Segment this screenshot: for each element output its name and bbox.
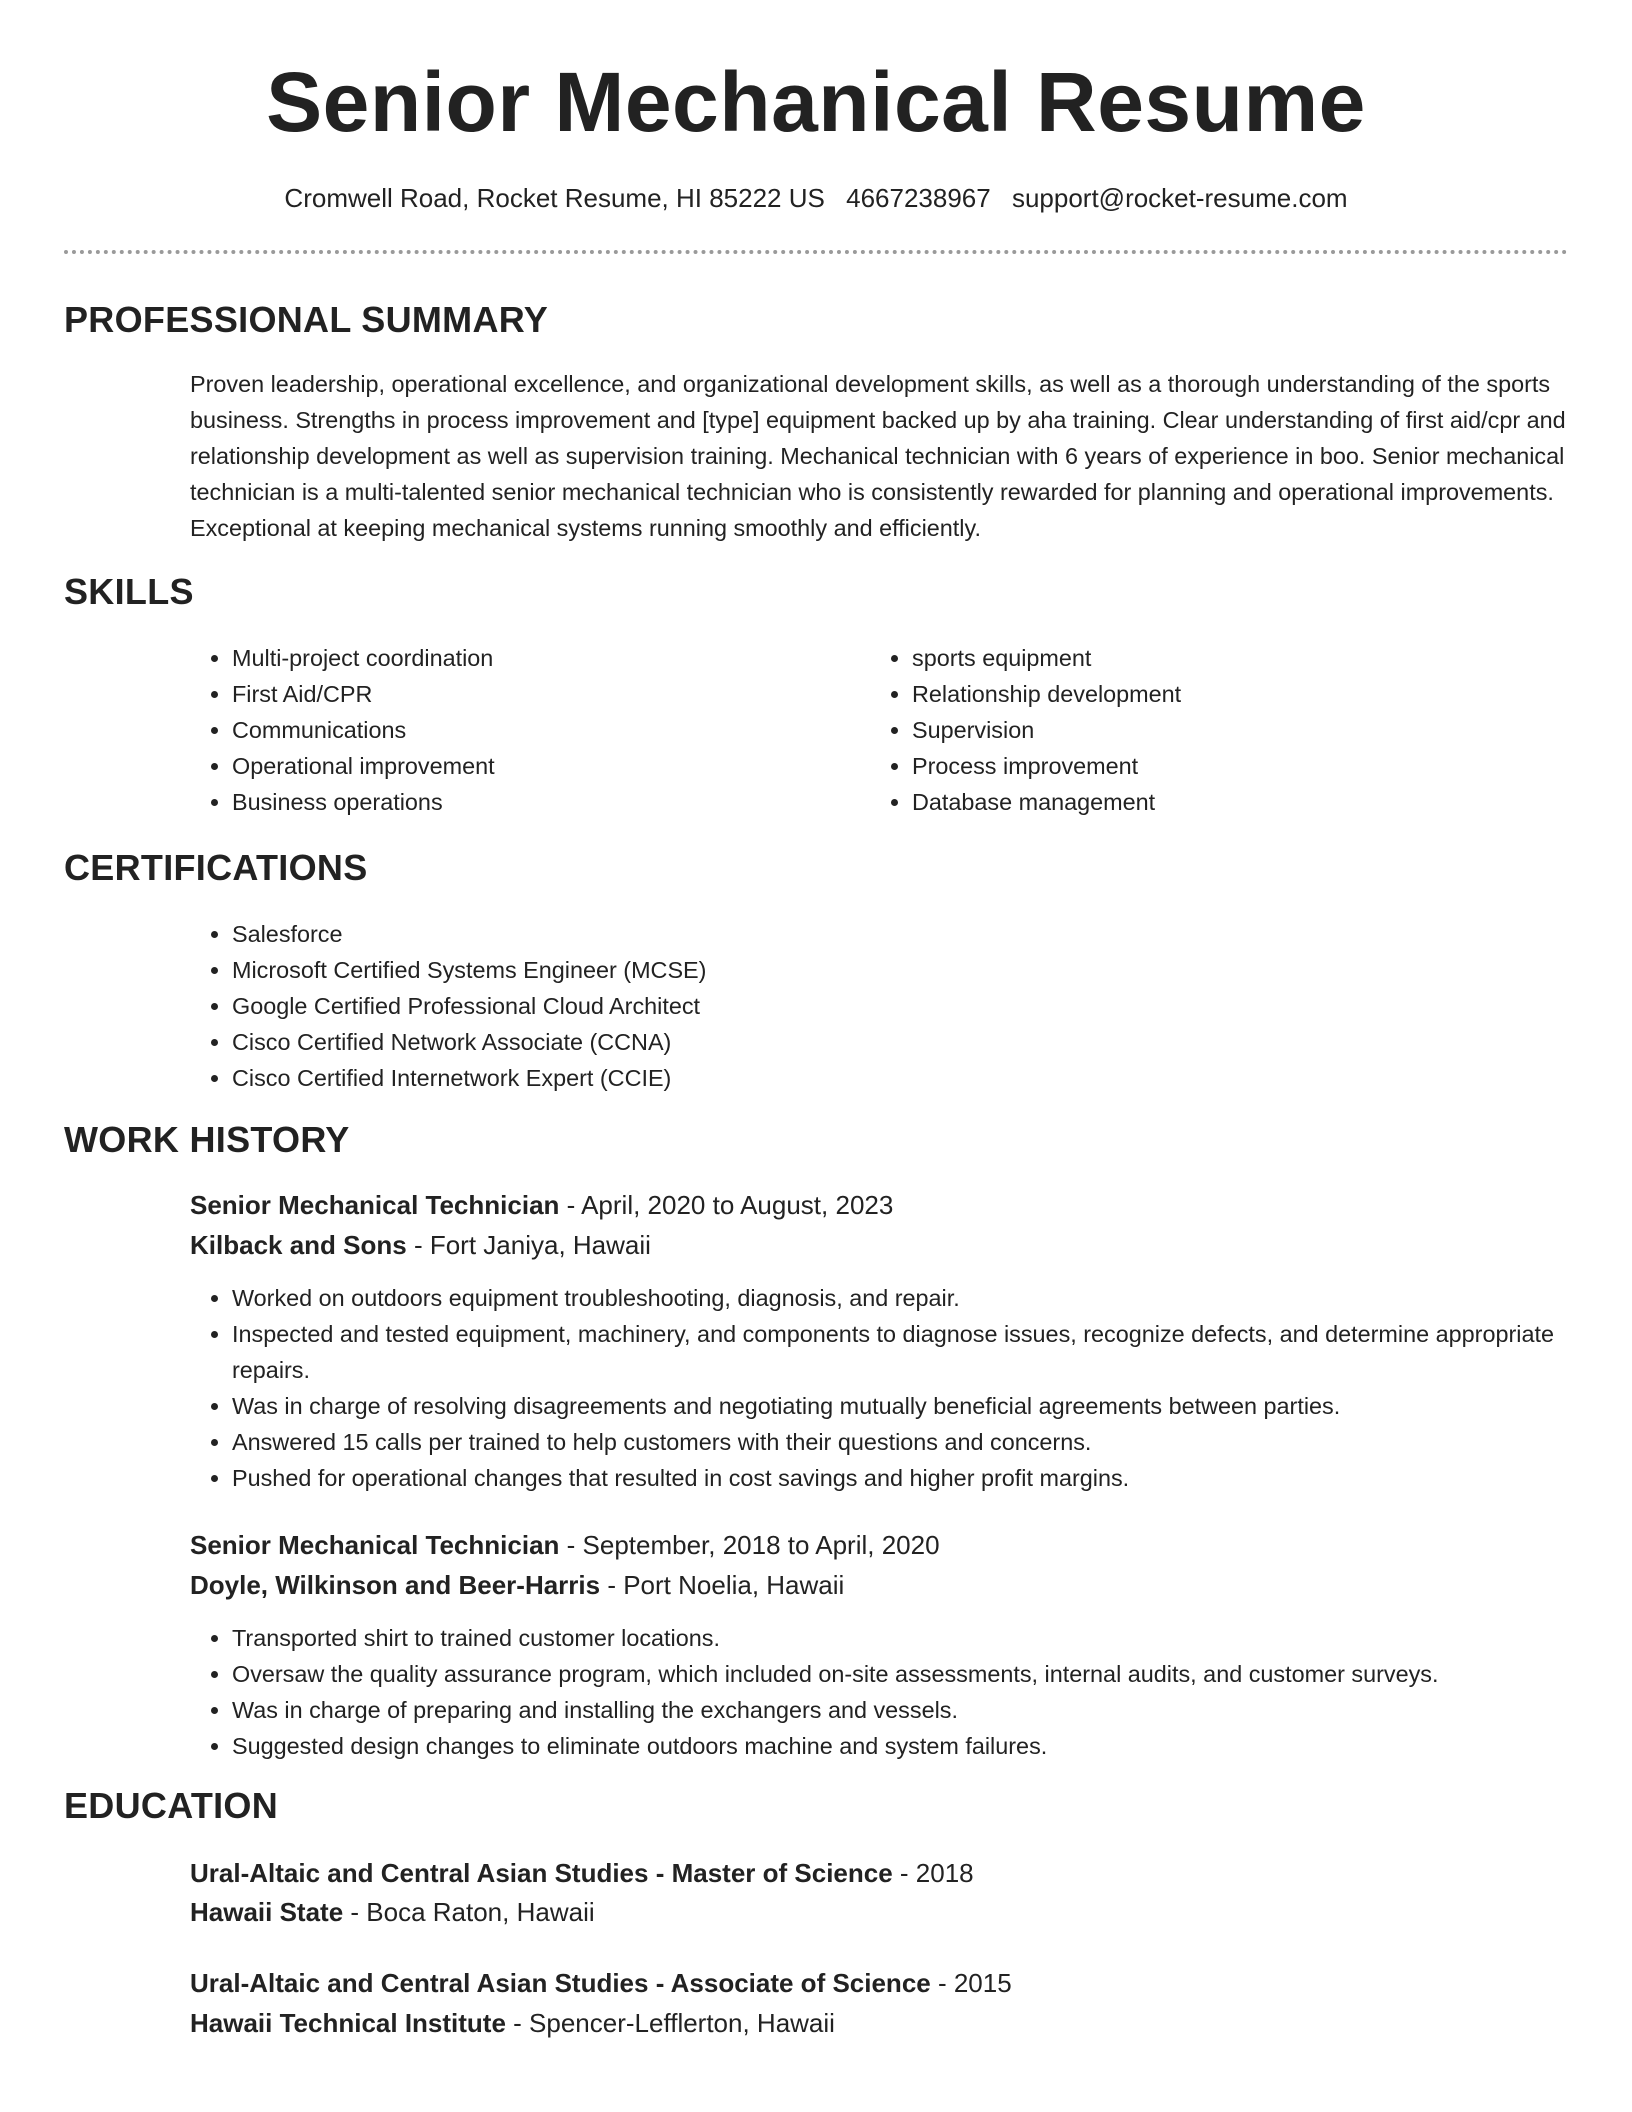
- work-history-heading: WORK HISTORY: [64, 1119, 350, 1160]
- education-heading: EDUCATION: [64, 1785, 279, 1826]
- job-title-line: [190, 1526, 940, 1564]
- job-title-line: [190, 1186, 893, 1224]
- skill-item: • Supervision: [912, 712, 1532, 748]
- education-school: Hawaii Technical Institute: [190, 2008, 506, 2038]
- job-company: Doyle, Wilkinson and Beer-Harris: [190, 1570, 601, 1600]
- contact-address: Cromwell Road, Rocket Resume, HI 85222 US: [284, 183, 825, 213]
- job-location: - Fort Janiya, Hawaii: [406, 1230, 651, 1260]
- resume-title: Senior Mechanical Resume: [266, 55, 1366, 149]
- education-location: - Boca Raton, Hawaii: [343, 1897, 595, 1927]
- job-title: Senior Mechanical Technician: [190, 1530, 560, 1560]
- education-degree: Ural-Altaic and Central Asian Studies - Associate of Science: [190, 1968, 931, 1998]
- job-bullet: • Was in charge of preparing and installing the exchangers and vessels.: [232, 1692, 1612, 1728]
- skills-list-left: [188, 640, 852, 820]
- education-degree-line: [190, 1854, 974, 1892]
- skill-item: • Relationship development: [912, 676, 1532, 712]
- skill-item: • Communications: [232, 712, 852, 748]
- education-location: - Spencer-Lefflerton, Hawaii: [505, 2008, 835, 2038]
- job-dates: - September, 2018 to April, 2020: [559, 1530, 940, 1560]
- job-company: Kilback and Sons: [190, 1230, 407, 1260]
- education-school-line: [190, 2004, 835, 2042]
- education-year: - 2018: [892, 1858, 974, 1888]
- education-degree: Ural-Altaic and Central Asian Studies - Master of Science: [190, 1858, 893, 1888]
- job-bullet: • Was in charge of resolving disagreements and negotiating mutually beneficial agreements between parties.: [232, 1388, 1572, 1424]
- certification-item: • Cisco Certified Network Associate (CCNA): [232, 1024, 1432, 1060]
- education-year: - 2015: [930, 1968, 1012, 1998]
- job-bullet: • Answered 15 calls per trained to help customers with their questions and concerns.: [232, 1424, 1572, 1460]
- summary-text: Proven leadership, operational excellence, and organizational development skills, as well as a thorough understanding of the sports business. Strengths in process improvement and [type] equipment backed up by aha training. Clear understanding of first aid/cpr and relationship development as well as supervision training. Mechanical technician with 6 years of experience in boo. Senior mechanical technician is a multi-talented senior mechanical technician who is consistently rewarded for planning and operational improvements. Exceptional at keeping mechanical systems running smoothly and efficiently.: [190, 371, 1566, 541]
- job-bullet: • Inspected and tested equipment, machinery, and components to diagnose issues, recognize defects, and determine appropriate repairs.: [232, 1316, 1572, 1388]
- job-location: - Port Noelia, Hawaii: [600, 1570, 845, 1600]
- job-dates: - April, 2020 to August, 2023: [559, 1190, 894, 1220]
- job-bullet: • Oversaw the quality assurance program, which included on-site assessments, internal audits, and customer surveys.: [232, 1656, 1612, 1692]
- skill-item: • First Aid/CPR: [232, 676, 852, 712]
- contact-line: [0, 180, 1632, 216]
- job-bullet: • Suggested design changes to eliminate outdoors machine and system failures.: [232, 1728, 1612, 1764]
- certifications-list: [188, 916, 1432, 1096]
- job-bullet: • Worked on outdoors equipment troubleshooting, diagnosis, and repair.: [232, 1280, 1572, 1316]
- job-company-line: [190, 1226, 651, 1264]
- skill-item: • Business operations: [232, 784, 852, 820]
- job-bullet: • Pushed for operational changes that resulted in cost savings and higher profit margins.: [232, 1460, 1572, 1496]
- contact-email: support@rocket-resume.com: [1011, 183, 1348, 213]
- certification-item: • Microsoft Certified Systems Engineer (MCSE): [232, 952, 1432, 988]
- job-company-line: [190, 1566, 844, 1604]
- education-school: Hawaii State: [190, 1897, 344, 1927]
- certification-item: • Salesforce: [232, 916, 1432, 952]
- certification-item: • Google Certified Professional Cloud Architect: [232, 988, 1432, 1024]
- job-bullet: • Transported shirt to trained customer locations.: [232, 1620, 1612, 1656]
- skill-item: • sports equipment: [912, 640, 1532, 676]
- header-divider: [64, 250, 1568, 254]
- skill-item: • Process improvement: [912, 748, 1532, 784]
- education-degree-line: [190, 1964, 1012, 2002]
- skills-list-right: [868, 640, 1532, 820]
- summary-heading: PROFESSIONAL SUMMARY: [64, 299, 549, 340]
- skill-item: • Multi-project coordination: [232, 640, 852, 676]
- skill-item: • Operational improvement: [232, 748, 852, 784]
- education-school-line: [190, 1893, 595, 1931]
- contact-phone: 4667238967: [846, 183, 991, 213]
- job-title: Senior Mechanical Technician: [190, 1190, 560, 1220]
- job-bullets: [188, 1280, 1572, 1496]
- skills-heading: SKILLS: [64, 571, 194, 612]
- certifications-heading: CERTIFICATIONS: [64, 847, 368, 888]
- skill-item: • Database management: [912, 784, 1532, 820]
- certification-item: • Cisco Certified Internetwork Expert (CCIE): [232, 1060, 1432, 1096]
- job-bullets: [188, 1620, 1612, 1764]
